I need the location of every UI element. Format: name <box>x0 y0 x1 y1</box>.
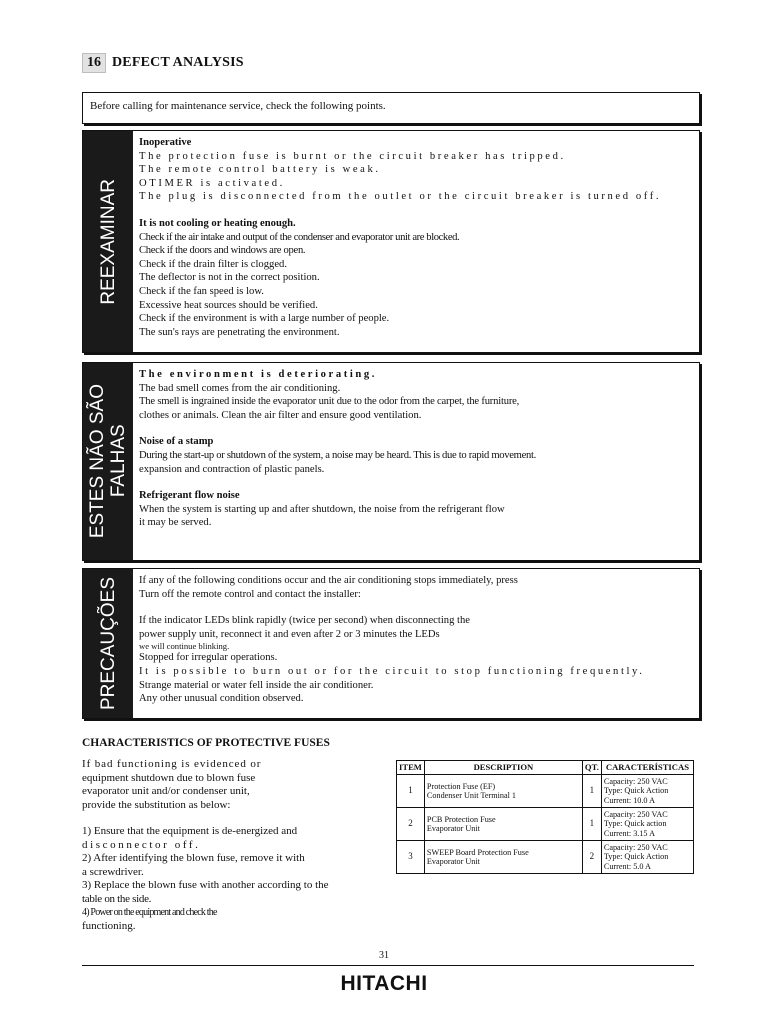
reexaminar-side-bar <box>83 131 133 352</box>
text-line: If bad functioning is evidenced or <box>82 758 262 770</box>
char-line: Current: 10.0 A <box>603 795 656 805</box>
text-line: table on the side. <box>82 892 152 905</box>
desc-line: PCB Protection Fuse <box>426 814 496 824</box>
text-line: The sun's rays are penetrating the environment. <box>139 326 340 338</box>
table-row <box>397 808 694 841</box>
desc-line: Evaporator Unit <box>426 857 480 866</box>
char-line: Current: 3.15 A <box>603 828 656 838</box>
fuses-instructions <box>82 758 372 933</box>
text-line: Any other unusual condition observed. <box>139 693 304 705</box>
reexaminar-content <box>139 136 693 339</box>
text-line: 2) After identifying the blown fuse, remove it with <box>82 852 305 864</box>
heading-refrigerant-noise: Refrigerant flow noise <box>139 490 240 502</box>
char-line: Capacity: 250 VAC <box>603 842 668 852</box>
table-row <box>397 841 694 874</box>
text-line: Strange material or water fell inside the air conditioner. <box>139 679 374 691</box>
reexaminar-block <box>82 130 700 353</box>
text-line: functioning. <box>82 919 136 932</box>
text-line: a screwdriver. <box>82 865 144 878</box>
fuses-table <box>396 760 694 874</box>
char-line: Type: Quick Action <box>603 852 669 862</box>
text-line: Check if the environment is with a large number of people. <box>139 313 390 325</box>
desc-line: Protection Fuse (EF) <box>426 781 496 791</box>
text-line: power supply unit, reconnect it and even after 2 or 3 minutes the LEDs <box>139 628 440 640</box>
cell-qt: 1 <box>582 775 601 808</box>
text-line: The bad smell comes from the air conditioning. <box>139 382 341 394</box>
cell-description <box>424 775 582 808</box>
text-line: The deflector is not in the correct position. <box>139 272 320 284</box>
text-line: Check if the drain filter is clogged. <box>139 258 287 270</box>
estes-content <box>139 368 693 530</box>
table-row <box>397 775 694 808</box>
table-header-row <box>397 761 694 775</box>
precaucoes-block <box>82 568 700 719</box>
text-line: Stopped for irregular operations. <box>139 652 278 664</box>
cell-qt: 2 <box>582 841 601 874</box>
text-line: The protection fuse is burnt or the circuit breaker has tripped. <box>139 150 566 162</box>
text-line: The remote control battery is weak. <box>139 164 381 176</box>
precaucoes-side-bar <box>83 569 133 718</box>
page-header <box>82 52 244 74</box>
text-line: 1) Ensure that the equipment is de-energized and <box>82 825 298 837</box>
brand-logo: HITACHI <box>340 972 428 995</box>
text-line: The smell is ingrained inside the evaporator unit due to the odor from the carpet, the furniture, <box>139 396 520 408</box>
text-line: disconnector off. <box>82 838 201 851</box>
text-line: clothes or animals. Clean the air filter and ensure good ventilation. <box>139 409 422 421</box>
estes-nao-sao-falhas-block <box>82 362 700 561</box>
text-line: provide the substitution as below: <box>82 798 231 811</box>
text-line: If the indicator LEDs blink rapidly (twice per second) when disconnecting the <box>139 615 470 627</box>
text-line: evaporator unit and/or condenser unit, <box>82 785 250 797</box>
heading-inoperative: Inoperative <box>139 137 192 148</box>
estes-side-bar <box>83 363 133 560</box>
text-line: 3) Replace the blown fuse with another according to the <box>82 879 329 891</box>
text-line: It is possible to burn out or for the circuit to stop functioning frequently. <box>139 665 645 677</box>
footer-divider <box>82 965 694 966</box>
text-line: Check if the fan speed is low. <box>139 285 264 297</box>
text-line: The plug is disconnected from the outlet or the circuit breaker is turned off. <box>139 191 662 203</box>
char-line: Type: Quick Action <box>603 786 669 796</box>
heading-not-cooling: It is not cooling or heating enough. <box>139 217 296 229</box>
cell-qt: 1 <box>582 808 601 841</box>
cell-item: 3 <box>397 841 425 874</box>
col-item: ITEM <box>397 761 425 775</box>
text-line: During the start-up or shutdown of the system, a noise may be heard. This is due to rapid movement. <box>139 449 537 461</box>
cell-description <box>424 841 582 874</box>
text-line: Check if the doors and windows are open. <box>139 245 306 257</box>
text-line: expansion and contraction of plastic panels. <box>139 463 325 475</box>
col-qt: QT. <box>582 761 601 775</box>
desc-line: Evaporator Unit <box>426 824 480 833</box>
cell-item: 2 <box>397 808 425 841</box>
desc-line: Condenser Unit Terminal 1 <box>426 791 517 800</box>
char-line: Current: 5.0 A <box>603 861 651 871</box>
char-line: Type: Quick action <box>603 819 667 829</box>
cell-characteristics <box>601 808 693 841</box>
heading-environment: The environment is deteriorating. <box>139 369 378 380</box>
text-line: OTIMER is activated. <box>139 177 285 189</box>
text-line: we will continue blinking. <box>139 641 230 652</box>
col-caracteristicas: CARACTERÍSTICAS <box>601 761 693 775</box>
precaucoes-side-label: PRECAUÇÕES <box>97 576 119 711</box>
text-line: it may be served. <box>139 517 212 529</box>
section-number: 16 <box>82 53 106 73</box>
text-line: Excessive heat sources should be verified. <box>139 299 318 311</box>
text-line: If any of the following conditions occur and the air conditioning stops immediately, press <box>139 575 518 586</box>
cell-item: 1 <box>397 775 425 808</box>
estes-side-label: ESTES NÃO SÃO FALHAS <box>87 384 129 539</box>
section-title: DEFECT ANALYSIS <box>112 55 244 70</box>
cell-characteristics <box>601 775 693 808</box>
text-line: When the system is starting up and after shutdown, the noise from the refrigerant flow <box>139 503 505 515</box>
cell-description <box>424 808 582 841</box>
text-line: Turn off the remote control and contact the installer: <box>139 588 361 600</box>
text-line: 4) Power on the equipment and check the <box>82 907 217 918</box>
cell-characteristics <box>601 841 693 874</box>
reexaminar-side-label: REEXAMINAR <box>97 178 119 305</box>
text-line: equipment shutdown due to blown fuse <box>82 771 256 784</box>
char-line: Capacity: 250 VAC <box>603 776 668 786</box>
page-number: 31 <box>379 950 389 961</box>
col-description: DESCRIPTION <box>424 761 582 775</box>
desc-line: SWEEP Board Protection Fuse <box>426 847 529 857</box>
fuses-title: CHARACTERISTICS OF PROTECTIVE FUSES <box>82 737 330 749</box>
heading-noise-stamp: Noise of a stamp <box>139 436 214 448</box>
text-line: Check if the air intake and output of the condenser and evaporator unit are blocked. <box>139 231 460 243</box>
intro-box: Before calling for maintenance service, check the following points. <box>82 92 700 124</box>
char-line: Capacity: 250 VAC <box>603 809 668 819</box>
precaucoes-content <box>139 574 693 706</box>
